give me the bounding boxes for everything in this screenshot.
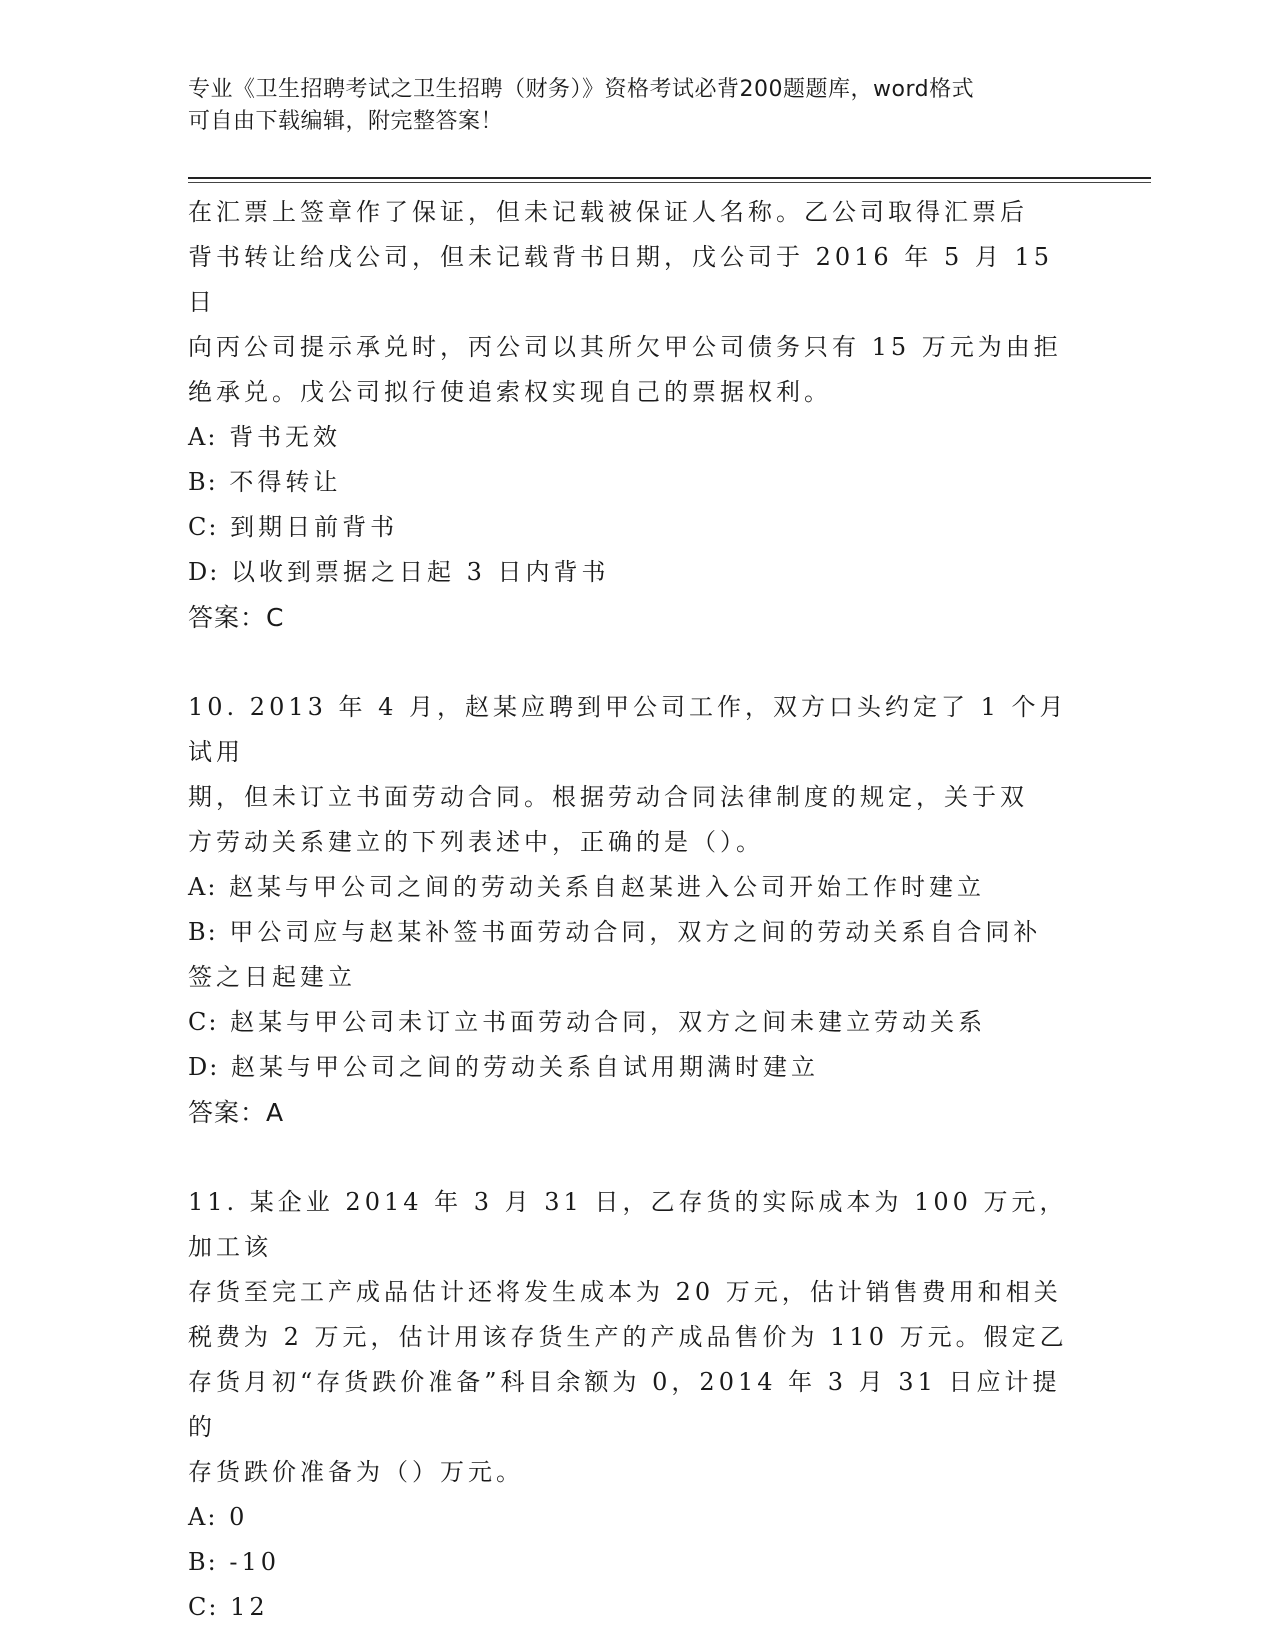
question-11-line: 税费为 2 万元，估计用该存货生产的产成品售价为 110 万元。假定乙: [188, 1323, 1068, 1351]
question-9-option-c: C: 到期日前背书: [188, 513, 399, 541]
question-11-line: 11. 某企业 2014 年 3 月 31 日，乙存货的实际成本为 100 万元，加工该: [188, 1188, 1068, 1261]
question-9-line: 背书转让给戊公司，但未记载背书日期，戊公司于 2016 年 5 月 15 日: [188, 243, 1054, 316]
question-9-answer: 答案：C: [188, 603, 285, 632]
question-9-option-d: D: 以收到票据之日起 3 日内背书: [188, 558, 610, 586]
question-11-option-b: B: -10: [188, 1548, 281, 1576]
question-9-line: 在汇票上签章作了保证，但未记载被保证人名称。乙公司取得汇票后: [188, 198, 1028, 226]
document-header: [188, 74, 1088, 138]
question-11-option-c: C: 12: [188, 1593, 269, 1621]
question-11-option-a: A: 0: [188, 1503, 249, 1531]
question-11: [188, 1180, 1088, 1630]
question-9-option-a: A: 背书无效: [188, 423, 342, 451]
question-10-option-d: D: 赵某与甲公司之间的劳动关系自试用期满时建立: [188, 1053, 819, 1081]
header-divider-thick: [188, 177, 1151, 179]
question-9-line: 绝承兑。戊公司拟行使追索权实现自己的票据权利。: [188, 378, 832, 406]
question-10: [188, 685, 1088, 1135]
document-body: [188, 190, 1088, 1630]
question-10-answer: 答案：A: [188, 1098, 285, 1127]
question-10-option-b: B: 甲公司应与赵某补签书面劳动合同，双方之间的劳动关系自合同补: [188, 918, 1042, 946]
header-divider-thin: [188, 182, 1151, 183]
question-11-line: 存货至完工产成品估计还将发生成本为 20 万元，估计销售费用和相关: [188, 1278, 1062, 1306]
question-10-option-b-continued: 签之日起建立: [188, 963, 356, 991]
spacer: [188, 640, 1088, 685]
question-11-line: 存货月初“存货跌价准备”科目余额为 0，2014 年 3 月 31 日应计提的: [188, 1368, 1061, 1441]
question-11-line: 存货跌价准备为（）万元。: [188, 1458, 524, 1486]
question-10-option-c: C: 赵某与甲公司未订立书面劳动合同，双方之间未建立劳动关系: [188, 1008, 987, 1036]
spacer: [188, 1135, 1088, 1180]
question-10-line: 期，但未订立书面劳动合同。根据劳动合同法律制度的规定，关于双: [188, 783, 1028, 811]
question-10-line: 方劳动关系建立的下列表述中，正确的是（）。: [188, 828, 764, 856]
question-9-line: 向丙公司提示承兑时，丙公司以其所欠甲公司债务只有 15 万元为由拒: [188, 333, 1062, 361]
question-9-option-b: B: 不得转让: [188, 468, 342, 496]
header-title-line-1: 专业《卫生招聘考试之卫生招聘（财务）》资格考试必背200题题库，word格式: [188, 77, 975, 102]
question-10-option-a: A: 赵某与甲公司之间的劳动关系自赵某进入公司开始工作时建立: [188, 873, 986, 901]
question-10-line: 10. 2013 年 4 月，赵某应聘到甲公司工作，双方口头约定了 1 个月试用: [188, 693, 1068, 766]
question-9: [188, 190, 1088, 640]
header-title-line-2: 可自由下载编辑，附完整答案！: [188, 109, 504, 134]
